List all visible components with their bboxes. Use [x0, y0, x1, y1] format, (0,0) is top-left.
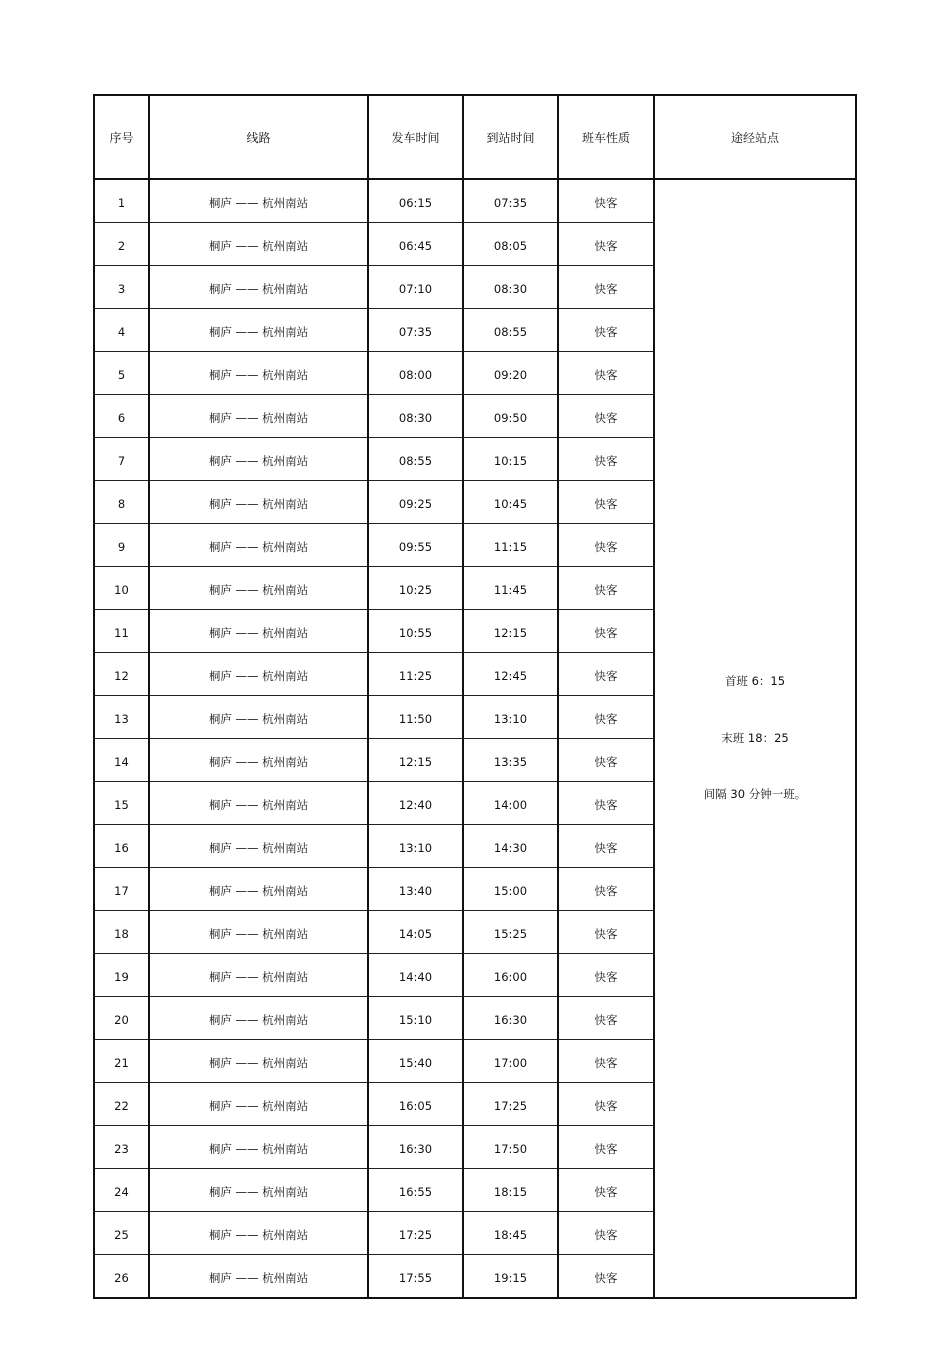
row-route: 桐庐 —— 杭州南站: [149, 782, 368, 825]
row-arrive-time: 10:15: [463, 438, 558, 481]
row-arrive-time: 10:45: [463, 481, 558, 524]
row-index: 26: [94, 1255, 149, 1299]
row-service-type: 快客: [558, 653, 654, 696]
row-index: 16: [94, 825, 149, 868]
row-index: 12: [94, 653, 149, 696]
row-service-type: 快客: [558, 782, 654, 825]
row-arrive-time: 11:45: [463, 567, 558, 610]
row-service-type: 快客: [558, 395, 654, 438]
row-depart-time: 13:10: [368, 825, 463, 868]
row-arrive-time: 17:00: [463, 1040, 558, 1083]
row-depart-time: 06:45: [368, 223, 463, 266]
table-header: [94, 95, 856, 179]
row-depart-time: 09:25: [368, 481, 463, 524]
row-service-type: 快客: [558, 911, 654, 954]
row-arrive-time: 12:15: [463, 610, 558, 653]
row-route: 桐庐 —— 杭州南站: [149, 739, 368, 782]
row-arrive-time: 12:45: [463, 653, 558, 696]
row-service-type: 快客: [558, 352, 654, 395]
row-depart-time: 10:25: [368, 567, 463, 610]
row-depart-time: 08:55: [368, 438, 463, 481]
row-route: 桐庐 —— 杭州南站: [149, 911, 368, 954]
row-route: 桐庐 —— 杭州南站: [149, 997, 368, 1040]
row-arrive-time: 16:30: [463, 997, 558, 1040]
table-row: [94, 179, 856, 223]
row-index: 20: [94, 997, 149, 1040]
row-index: 8: [94, 481, 149, 524]
row-service-type: 快客: [558, 739, 654, 782]
spacer: [655, 689, 855, 732]
row-index: 24: [94, 1169, 149, 1212]
row-arrive-time: 19:15: [463, 1255, 558, 1299]
row-index: 18: [94, 911, 149, 954]
row-depart-time: 11:50: [368, 696, 463, 739]
row-service-type: 快客: [558, 825, 654, 868]
row-service-type: 快客: [558, 997, 654, 1040]
row-index: 9: [94, 524, 149, 567]
row-route: 桐庐 —— 杭州南站: [149, 223, 368, 266]
row-index: 3: [94, 266, 149, 309]
row-route: 桐庐 —— 杭州南站: [149, 567, 368, 610]
row-service-type: 快客: [558, 223, 654, 266]
row-route: 桐庐 —— 杭州南站: [149, 352, 368, 395]
header-row: [94, 95, 856, 179]
row-route: 桐庐 —— 杭州南站: [149, 1212, 368, 1255]
row-arrive-time: 08:55: [463, 309, 558, 352]
row-depart-time: 13:40: [368, 868, 463, 911]
row-arrive-time: 17:50: [463, 1126, 558, 1169]
row-arrive-time: 13:10: [463, 696, 558, 739]
row-arrive-time: 09:50: [463, 395, 558, 438]
last-bus-note: 末班 18：25: [721, 730, 789, 745]
row-arrive-time: 08:05: [463, 223, 558, 266]
row-index: 11: [94, 610, 149, 653]
row-index: 7: [94, 438, 149, 481]
row-route: 桐庐 —— 杭州南站: [149, 868, 368, 911]
row-index: 22: [94, 1083, 149, 1126]
row-route: 桐庐 —— 杭州南站: [149, 179, 368, 223]
row-depart-time: 07:35: [368, 309, 463, 352]
row-route: 桐庐 —— 杭州南站: [149, 524, 368, 567]
row-depart-time: 09:55: [368, 524, 463, 567]
row-service-type: 快客: [558, 1126, 654, 1169]
row-depart-time: 08:00: [368, 352, 463, 395]
table-body: [94, 179, 856, 1298]
row-depart-time: 15:40: [368, 1040, 463, 1083]
header-stops: 途经站点: [654, 95, 856, 179]
row-route: 桐庐 —— 杭州南站: [149, 1040, 368, 1083]
header-arrive-time: 到站时间: [463, 95, 558, 179]
row-arrive-time: 13:35: [463, 739, 558, 782]
row-arrive-time: 15:00: [463, 868, 558, 911]
row-arrive-time: 07:35: [463, 179, 558, 223]
row-service-type: 快客: [558, 1169, 654, 1212]
row-depart-time: 12:40: [368, 782, 463, 825]
row-route: 桐庐 —— 杭州南站: [149, 954, 368, 997]
row-depart-time: 12:15: [368, 739, 463, 782]
row-index: 4: [94, 309, 149, 352]
row-service-type: 快客: [558, 524, 654, 567]
row-index: 15: [94, 782, 149, 825]
row-arrive-time: 15:25: [463, 911, 558, 954]
row-index: 25: [94, 1212, 149, 1255]
row-service-type: 快客: [558, 1040, 654, 1083]
row-route: 桐庐 —— 杭州南站: [149, 395, 368, 438]
header-depart-time: 发车时间: [368, 95, 463, 179]
row-route: 桐庐 —— 杭州南站: [149, 1255, 368, 1299]
row-service-type: 快客: [558, 438, 654, 481]
row-service-type: 快客: [558, 567, 654, 610]
row-service-type: 快客: [558, 309, 654, 352]
row-arrive-time: 14:00: [463, 782, 558, 825]
row-depart-time: 11:25: [368, 653, 463, 696]
row-service-type: 快客: [558, 954, 654, 997]
row-depart-time: 06:15: [368, 179, 463, 223]
row-index: 6: [94, 395, 149, 438]
row-route: 桐庐 —— 杭州南站: [149, 610, 368, 653]
row-depart-time: 17:25: [368, 1212, 463, 1255]
header-route: 线路: [149, 95, 368, 179]
row-service-type: 快客: [558, 610, 654, 653]
row-route: 桐庐 —— 杭州南站: [149, 1126, 368, 1169]
row-depart-time: 16:30: [368, 1126, 463, 1169]
row-index: 23: [94, 1126, 149, 1169]
row-service-type: 快客: [558, 696, 654, 739]
row-index: 5: [94, 352, 149, 395]
row-route: 桐庐 —— 杭州南站: [149, 1083, 368, 1126]
stops-cell: [654, 179, 856, 1298]
row-arrive-time: 08:30: [463, 266, 558, 309]
row-arrive-time: 17:25: [463, 1083, 558, 1126]
row-arrive-time: 18:45: [463, 1212, 558, 1255]
row-route: 桐庐 —— 杭州南站: [149, 653, 368, 696]
row-service-type: 快客: [558, 868, 654, 911]
row-depart-time: 17:55: [368, 1255, 463, 1299]
row-route: 桐庐 —— 杭州南站: [149, 825, 368, 868]
row-route: 桐庐 —— 杭州南站: [149, 309, 368, 352]
row-service-type: 快客: [558, 481, 654, 524]
row-depart-time: 10:55: [368, 610, 463, 653]
row-index: 13: [94, 696, 149, 739]
row-arrive-time: 09:20: [463, 352, 558, 395]
row-depart-time: 08:30: [368, 395, 463, 438]
row-service-type: 快客: [558, 266, 654, 309]
row-service-type: 快客: [558, 1083, 654, 1126]
header-service-type: 班车性质: [558, 95, 654, 179]
row-arrive-time: 14:30: [463, 825, 558, 868]
header-index: 序号: [94, 95, 149, 179]
row-depart-time: 15:10: [368, 997, 463, 1040]
interval-note: 间隔 30 分钟一班。: [703, 787, 807, 802]
row-arrive-time: 18:15: [463, 1169, 558, 1212]
row-service-type: 快客: [558, 1212, 654, 1255]
spacer: [655, 745, 855, 788]
row-arrive-time: 11:15: [463, 524, 558, 567]
row-depart-time: 14:40: [368, 954, 463, 997]
row-arrive-time: 16:00: [463, 954, 558, 997]
row-index: 14: [94, 739, 149, 782]
first-bus-note: 首班 6：15: [724, 673, 786, 688]
row-route: 桐庐 —— 杭州南站: [149, 696, 368, 739]
row-depart-time: 16:05: [368, 1083, 463, 1126]
row-route: 桐庐 —— 杭州南站: [149, 481, 368, 524]
row-service-type: 快客: [558, 1255, 654, 1299]
row-service-type: 快客: [558, 179, 654, 223]
row-route: 桐庐 —— 杭州南站: [149, 438, 368, 481]
row-index: 19: [94, 954, 149, 997]
row-index: 17: [94, 868, 149, 911]
row-depart-time: 07:10: [368, 266, 463, 309]
row-route: 桐庐 —— 杭州南站: [149, 266, 368, 309]
row-index: 1: [94, 179, 149, 223]
bus-schedule-table: [93, 94, 857, 1299]
row-index: 2: [94, 223, 149, 266]
row-depart-time: 16:55: [368, 1169, 463, 1212]
row-index: 21: [94, 1040, 149, 1083]
row-depart-time: 14:05: [368, 911, 463, 954]
row-route: 桐庐 —— 杭州南站: [149, 1169, 368, 1212]
row-index: 10: [94, 567, 149, 610]
